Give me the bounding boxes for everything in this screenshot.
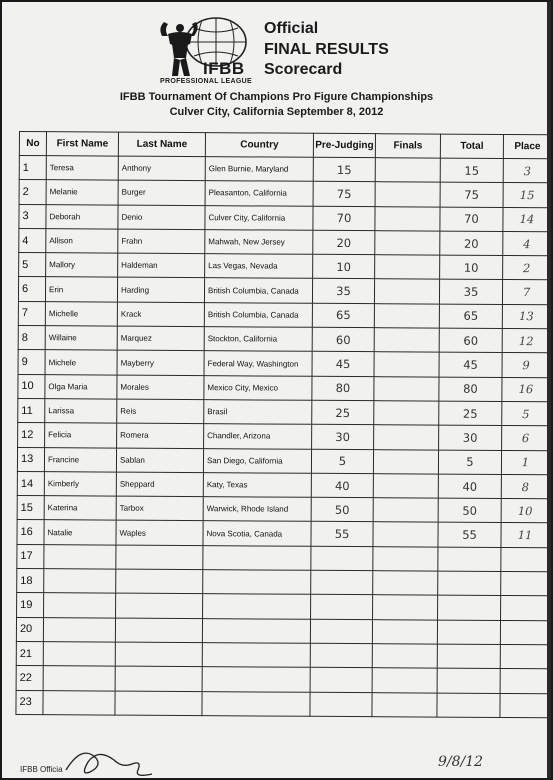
pre-judging-cell — [310, 619, 372, 644]
pre-judging-cell — [311, 595, 373, 620]
country-cell: Glen Burnie, Maryland — [205, 157, 313, 182]
total-cell: 5 — [438, 450, 501, 475]
last-name-cell: Romera — [117, 423, 204, 448]
table-row — [16, 690, 548, 718]
finals-cell — [372, 668, 437, 693]
pre-judging-cell: 45 — [312, 352, 374, 377]
country-cell: Mexico City, Mexico — [204, 375, 312, 400]
first-name-cell: Natalie — [44, 520, 116, 545]
last-name-cell: Mayberry — [117, 350, 204, 375]
first-name-cell — [44, 544, 116, 569]
table-row — [17, 569, 549, 597]
table-body — [16, 156, 551, 718]
table-row — [19, 228, 551, 256]
pre-judging-cell — [311, 570, 373, 595]
total-cell: 15 — [440, 158, 503, 183]
place-cell — [501, 596, 549, 621]
total-cell: 10 — [440, 255, 503, 280]
total-cell: 80 — [439, 377, 502, 402]
finals-cell — [373, 546, 438, 571]
finals-cell — [375, 158, 440, 183]
place-cell — [500, 644, 548, 669]
country-cell — [202, 618, 310, 643]
table-row — [16, 666, 548, 694]
country-cell — [202, 691, 310, 716]
country-cell: Katy, Texas — [203, 472, 311, 497]
row-number: 19 — [17, 593, 44, 617]
pre-judging-cell: 20 — [313, 230, 375, 255]
table-row — [16, 641, 548, 669]
first-name-cell: Olga Maria — [45, 374, 117, 399]
place-cell: 9 — [502, 353, 550, 378]
first-name-cell: Michele — [45, 350, 117, 375]
total-cell — [437, 644, 500, 669]
finals-cell — [374, 425, 439, 450]
finals-cell — [374, 328, 439, 353]
row-number: 3 — [19, 204, 46, 228]
country-cell: Nova Scotia, Canada — [203, 521, 311, 546]
place-cell: 8 — [501, 474, 549, 499]
total-cell: 70 — [440, 207, 503, 232]
place-cell — [501, 547, 549, 572]
header-title-block — [264, 18, 389, 60]
first-name-cell: Erin — [45, 277, 117, 302]
row-number: 8 — [18, 326, 45, 350]
first-name-cell — [43, 666, 115, 691]
table-row — [19, 156, 551, 184]
table-row — [17, 520, 549, 548]
last-name-cell: Marquez — [117, 326, 204, 351]
country-cell: Brasil — [204, 400, 312, 425]
finals-cell — [375, 231, 440, 256]
logo-ifbb-text: IFBB — [203, 59, 245, 78]
total-cell — [438, 595, 501, 620]
place-cell: 6 — [502, 426, 550, 451]
col-total-header: Total — [440, 134, 503, 158]
handwritten-date: 9/8/12 — [438, 754, 484, 770]
pre-judging-cell: 5 — [311, 449, 373, 474]
last-name-cell: Burger — [118, 180, 205, 205]
country-cell: British Columbia, Canada — [204, 302, 312, 327]
first-name-cell: Katerina — [44, 496, 116, 521]
table-row — [18, 301, 550, 329]
finals-cell — [373, 522, 438, 547]
country-cell: Stockton, California — [204, 327, 312, 352]
country-cell — [202, 643, 310, 668]
last-name-cell: Haldeman — [118, 253, 205, 278]
country-cell: Chandler, Arizona — [204, 424, 312, 449]
total-cell: 40 — [438, 474, 501, 499]
official-signature — [62, 740, 182, 778]
row-number: 12 — [18, 423, 45, 447]
first-name-cell — [43, 642, 115, 667]
country-cell: Pleasanton, California — [205, 181, 313, 206]
table-row — [17, 471, 549, 499]
finals-cell — [373, 595, 438, 620]
country-cell — [203, 570, 311, 595]
pre-judging-cell: 30 — [312, 425, 374, 450]
pre-judging-cell: 10 — [313, 254, 375, 279]
finals-cell — [372, 619, 437, 644]
pre-judging-cell: 50 — [311, 497, 373, 522]
row-number: 16 — [17, 520, 44, 544]
country-cell — [203, 594, 311, 619]
first-name-cell: Allison — [46, 229, 118, 254]
last-name-cell — [115, 618, 202, 643]
finals-cell — [374, 352, 439, 377]
table-row — [17, 544, 549, 572]
place-cell — [500, 620, 548, 645]
col-place-header: Place — [503, 134, 551, 158]
finals-cell — [373, 498, 438, 523]
country-cell: San Diego, California — [203, 448, 311, 473]
finals-cell — [375, 255, 440, 280]
total-cell: 30 — [439, 425, 502, 450]
col-finals-header: Finals — [375, 134, 440, 158]
row-number: 1 — [19, 156, 46, 180]
finals-cell — [375, 182, 440, 207]
finals-cell — [373, 449, 438, 474]
total-cell: 55 — [438, 523, 501, 548]
place-cell: 14 — [503, 207, 551, 232]
table-header-row — [19, 132, 551, 159]
total-cell: 60 — [439, 328, 502, 353]
finals-cell — [374, 279, 439, 304]
official-label: Official — [264, 20, 319, 37]
total-cell — [437, 693, 500, 718]
table-row — [18, 374, 550, 402]
finals-cell — [375, 206, 440, 231]
total-cell — [438, 571, 501, 596]
pre-judging-cell: 65 — [312, 303, 374, 328]
row-number: 18 — [17, 569, 44, 593]
total-cell: 25 — [439, 401, 502, 426]
pre-judging-cell: 25 — [312, 400, 374, 425]
total-cell — [438, 547, 501, 572]
table-row — [19, 180, 551, 208]
first-name-cell: Melanie — [46, 180, 118, 205]
total-cell: 45 — [439, 352, 502, 377]
pre-judging-cell: 75 — [313, 182, 375, 207]
scorecard-label: Scorecard — [264, 61, 343, 78]
table-row — [17, 593, 549, 621]
first-name-cell: Mallory — [46, 253, 118, 278]
first-name-cell — [43, 690, 115, 715]
finals-cell — [373, 571, 438, 596]
place-cell: 3 — [503, 158, 551, 183]
last-name-cell — [115, 691, 202, 716]
country-cell: British Columbia, Canada — [204, 278, 312, 303]
finals-cell — [372, 692, 437, 717]
last-name-cell: Krack — [117, 302, 204, 327]
country-cell: Las Vegas, Nevada — [205, 254, 313, 279]
last-name-cell: Waples — [116, 521, 203, 546]
last-name-cell: Morales — [117, 375, 204, 400]
row-number: 9 — [18, 350, 45, 374]
scorecard-sheet — [2, 2, 551, 778]
total-cell: 50 — [438, 498, 501, 523]
table-row — [18, 423, 550, 451]
row-number: 7 — [18, 301, 45, 325]
row-number: 4 — [19, 228, 46, 252]
finals-cell — [374, 303, 439, 328]
table-row — [19, 204, 551, 232]
place-cell: 11 — [501, 523, 549, 548]
first-name-cell — [44, 569, 116, 594]
last-name-cell — [116, 569, 203, 594]
first-name-cell: Felicia — [45, 423, 117, 448]
col-pre-judging-header: Pre-Judging — [313, 133, 375, 157]
first-name-cell: Larissa — [45, 399, 117, 424]
last-name-cell: Frahn — [118, 229, 205, 254]
results-table — [15, 131, 551, 718]
place-cell: 10 — [501, 499, 549, 524]
place-cell: 7 — [502, 280, 550, 305]
row-number: 10 — [18, 374, 45, 398]
logo-professional-league-text: PROFESSIONAL LEAGUE — [160, 78, 252, 85]
table-row — [18, 350, 550, 378]
place-cell: 5 — [502, 401, 550, 426]
row-number: 22 — [16, 666, 43, 690]
pre-judging-cell: 35 — [312, 279, 374, 304]
table-row — [18, 398, 550, 426]
pre-judging-cell: 40 — [311, 473, 373, 498]
row-number: 13 — [17, 447, 44, 471]
place-cell: 13 — [502, 304, 550, 329]
place-cell: 4 — [503, 231, 551, 256]
country-cell: Culver City, California — [205, 205, 313, 230]
last-name-cell — [116, 593, 203, 618]
last-name-cell: Reis — [117, 399, 204, 424]
col-country-header: Country — [205, 133, 313, 158]
table-row — [17, 496, 549, 524]
table-row — [18, 326, 550, 354]
pre-judging-cell — [310, 692, 372, 717]
pre-judging-cell — [311, 546, 373, 571]
country-cell: Federal Way, Washington — [204, 351, 312, 376]
first-name-cell — [44, 593, 116, 618]
row-number: 21 — [16, 641, 43, 665]
row-number: 20 — [16, 617, 43, 641]
place-cell: 15 — [503, 183, 551, 208]
total-cell: 65 — [439, 304, 502, 329]
last-name-cell: Tarbox — [116, 496, 203, 521]
row-number: 11 — [18, 398, 45, 422]
last-name-cell — [115, 666, 202, 691]
finals-cell — [372, 644, 437, 669]
first-name-cell: Francine — [44, 447, 116, 472]
first-name-cell: Teresa — [46, 156, 118, 181]
place-cell: 2 — [503, 256, 551, 281]
place-cell: 12 — [502, 329, 550, 354]
finals-cell — [374, 401, 439, 426]
finals-cell — [374, 376, 439, 401]
total-cell: 35 — [439, 280, 502, 305]
scan-edge — [547, 2, 551, 778]
table-row — [16, 617, 548, 645]
total-cell: 20 — [440, 231, 503, 256]
row-number: 14 — [17, 471, 44, 495]
table-row — [17, 447, 549, 475]
country-cell: Warwick, Rhode Island — [203, 497, 311, 522]
place-cell — [500, 669, 548, 694]
pre-judging-cell: 15 — [313, 157, 375, 182]
total-cell: 75 — [440, 182, 503, 207]
final-results-label: FINAL RESULTS — [264, 41, 389, 58]
first-name-cell: Michelle — [45, 301, 117, 326]
place-cell: 1 — [501, 450, 549, 475]
country-cell: Mahwah, New Jersey — [205, 230, 313, 255]
col-first-name-header: First Name — [46, 132, 118, 156]
col-no-header: No — [19, 132, 46, 156]
first-name-cell: Kimberly — [44, 472, 116, 497]
pre-judging-cell: 70 — [313, 206, 375, 231]
last-name-cell: Anthony — [118, 156, 205, 181]
country-cell — [203, 545, 311, 570]
first-name-cell — [43, 617, 115, 642]
last-name-cell — [115, 642, 202, 667]
row-number: 2 — [19, 180, 46, 204]
place-cell: 16 — [502, 377, 550, 402]
pre-judging-cell: 60 — [312, 327, 374, 352]
table-row — [19, 253, 551, 281]
last-name-cell: Sablan — [116, 448, 203, 473]
row-number: 15 — [17, 496, 44, 520]
first-name-cell: Deborah — [46, 204, 118, 229]
pre-judging-cell — [310, 643, 372, 668]
total-cell — [437, 620, 500, 645]
first-name-cell: Willaine — [45, 326, 117, 351]
row-number: 23 — [16, 690, 43, 714]
event-title: IFBB Tournament Of Champions Pro Figure Championships — [119, 91, 434, 103]
pre-judging-cell — [310, 668, 372, 693]
row-number: 6 — [18, 277, 45, 301]
finals-cell — [373, 474, 438, 499]
pre-judging-cell: 55 — [311, 522, 373, 547]
place-cell — [500, 693, 548, 718]
last-name-cell — [116, 545, 203, 570]
col-last-name-header: Last Name — [118, 132, 205, 157]
last-name-cell: Sheppard — [116, 472, 203, 497]
row-number: 17 — [17, 544, 44, 568]
country-cell — [202, 667, 310, 692]
ifbb-official-label: IFBB Officia — [20, 765, 63, 774]
pre-judging-cell: 80 — [312, 376, 374, 401]
table-row — [18, 277, 550, 305]
total-cell — [437, 668, 500, 693]
event-location-date: Culver City, California September 8, 2012 — [169, 106, 384, 118]
last-name-cell: Harding — [117, 278, 204, 303]
last-name-cell: Denio — [118, 205, 205, 230]
place-cell — [501, 571, 549, 596]
row-number: 5 — [19, 253, 46, 277]
